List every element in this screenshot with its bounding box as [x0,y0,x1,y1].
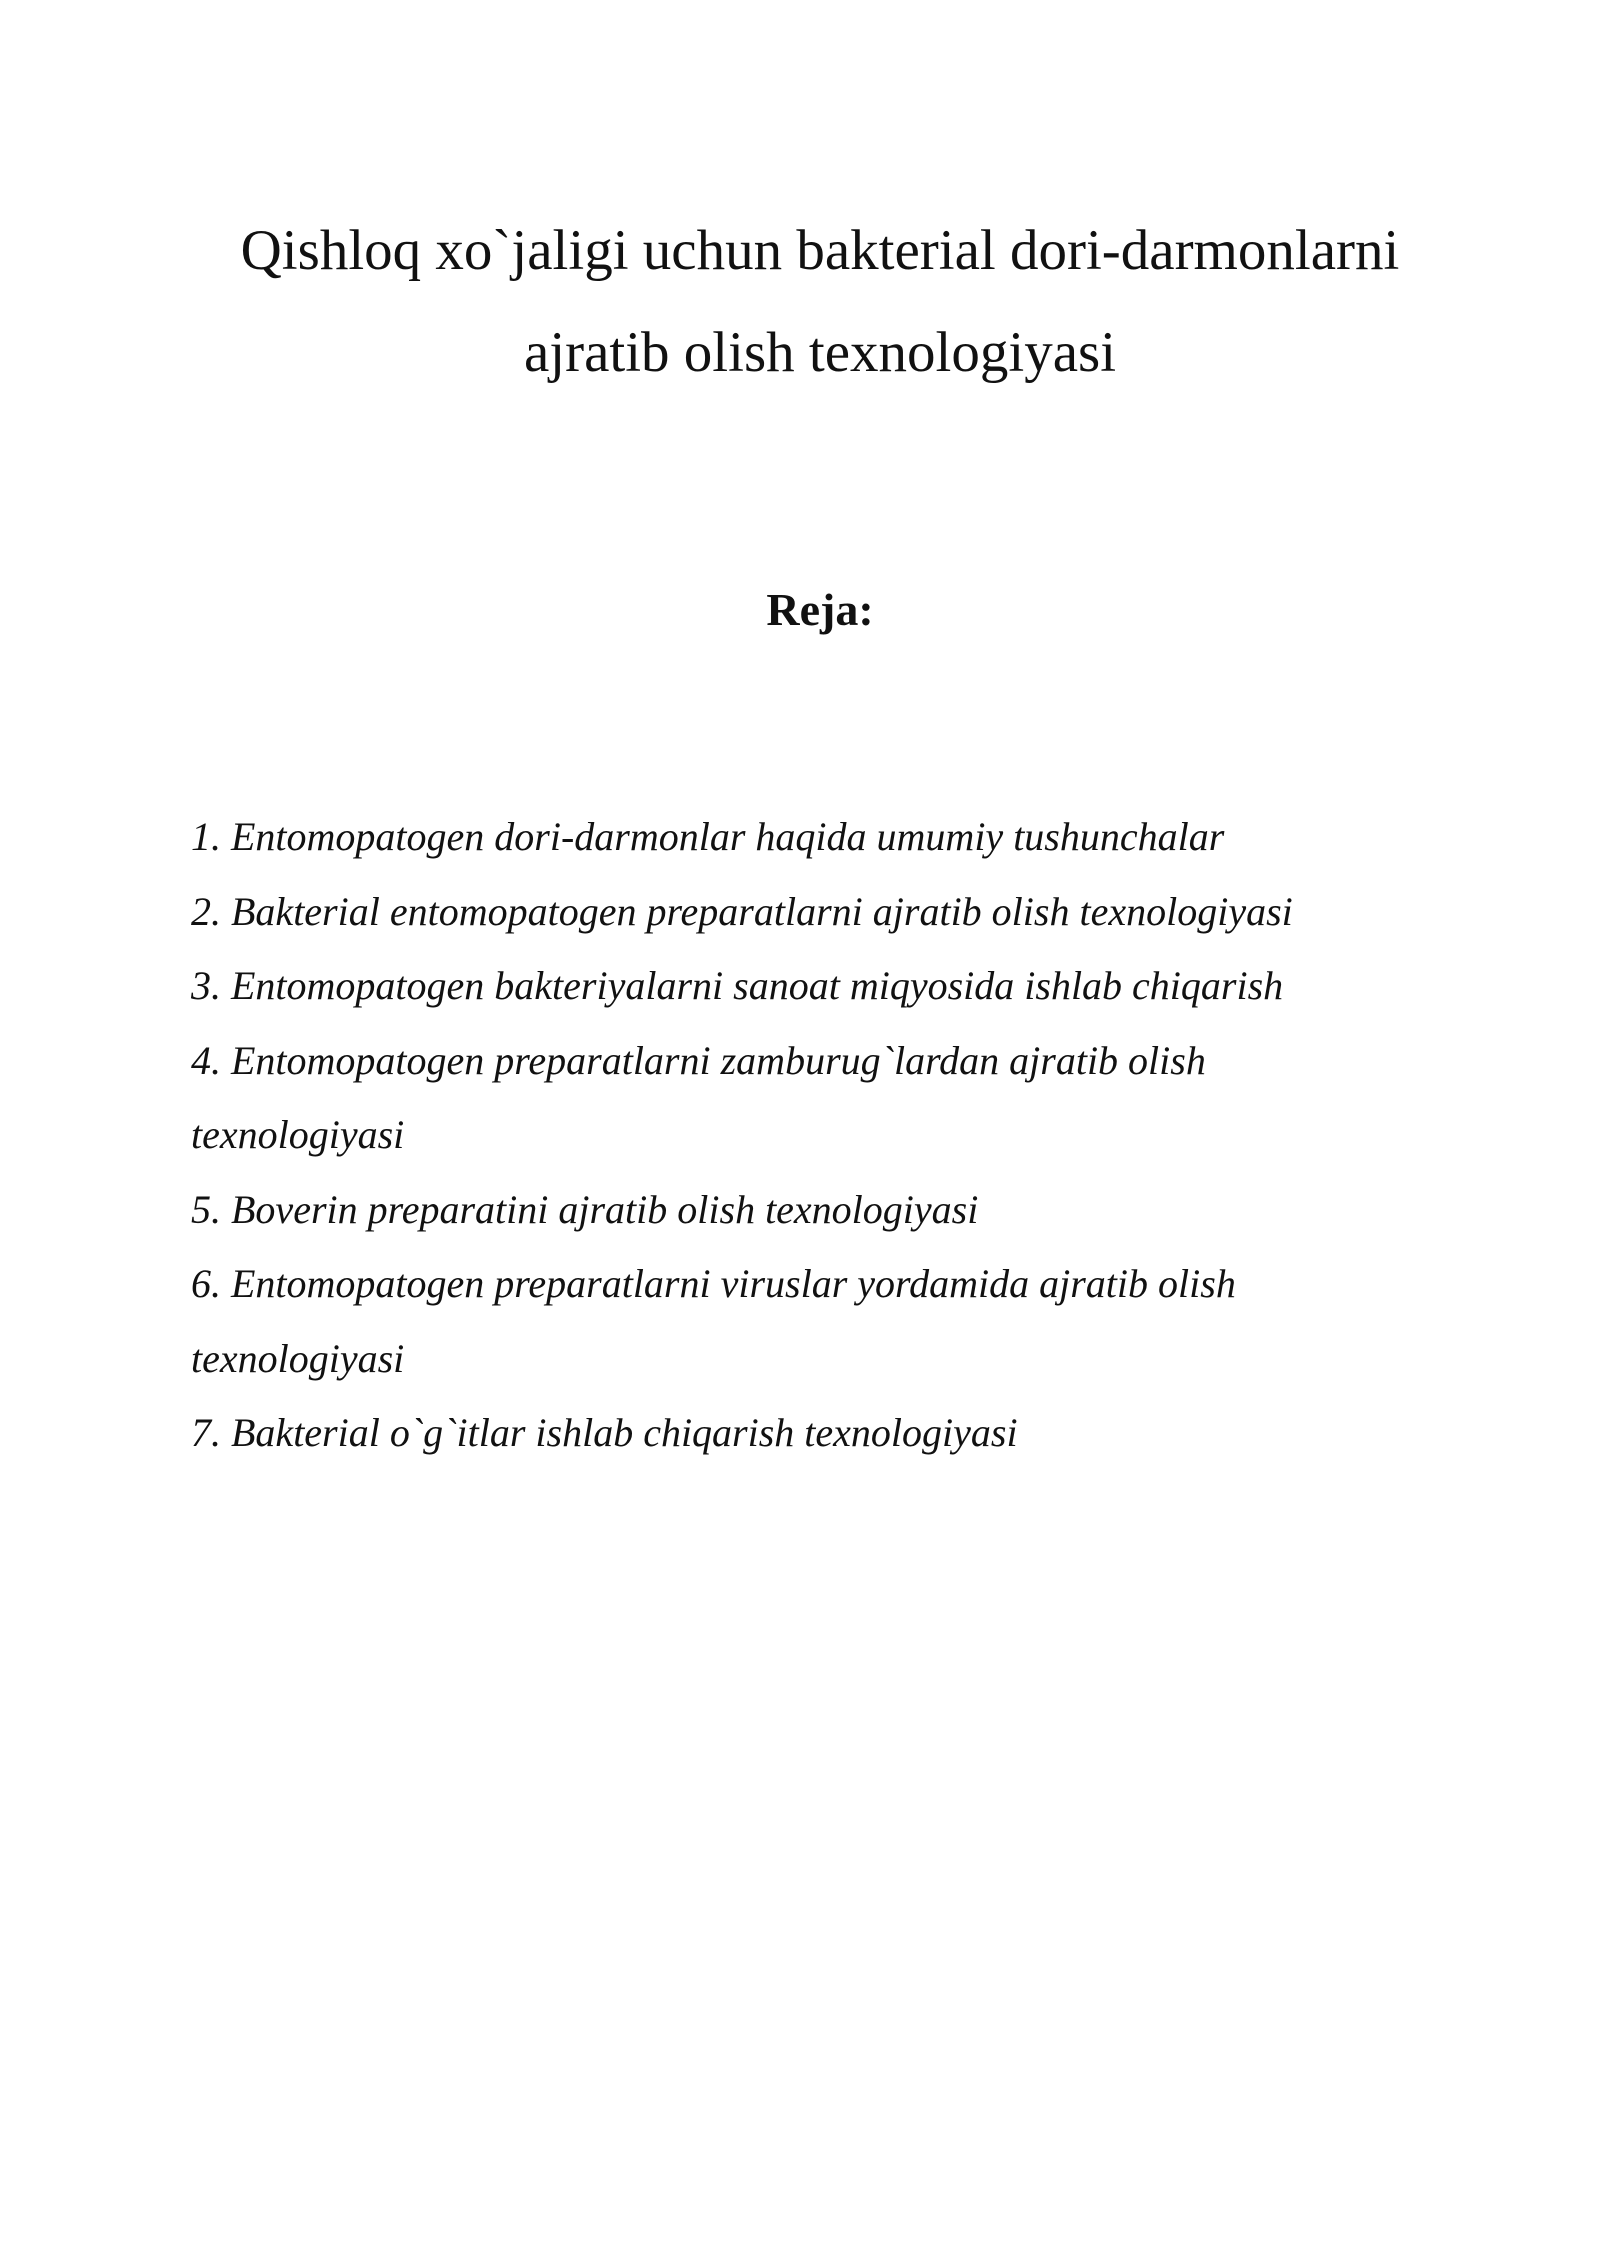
plan-item-line: 5. Boverin preparatini ajratib olish texnologiyasi [191,1186,979,1232]
plan-item [191,800,1431,875]
plan-item-line: texnologiyasi [191,1112,405,1157]
plan-item-line: 4. Entomopatogen preparatlarni zamburug`lardan ajratib olish [191,1037,1206,1083]
plan-item [191,875,1431,950]
plan-item [191,1173,1431,1248]
plan-list [191,800,1431,1471]
document-title [160,200,1480,404]
plan-item [191,949,1431,1024]
plan-item [191,1024,1431,1173]
document-title-line: ajratib olish texnologiyasi [523,321,1117,384]
plan-item-line: 7. Bakterial o`g`itlar ishlab chiqarish texnologiyasi [191,1410,1018,1455]
plan-heading: Reja: [766,584,874,635]
plan-item [191,1247,1431,1396]
plan-item-line: 2. Bakterial entomopatogen preparatlarni ajratib olish texnologiyasi [191,888,1293,934]
document-title-line: Qishloq xo`jaligi uchun bakterial dori-darmonlarni [240,219,1400,282]
plan-item-line: 6. Entomopatogen preparatlarni viruslar yordamida ajratib olish [191,1261,1236,1306]
plan-item-line: 1. Entomopatogen dori-darmonlar haqida umumiy tushunchalar [191,814,1225,859]
plan-item-line: texnologiyasi [191,1335,405,1381]
plan-item-line: 3. Entomopatogen bakteriyalarni sanoat miqyosida ishlab chiqarish [191,963,1284,1008]
plan-item [191,1396,1431,1471]
